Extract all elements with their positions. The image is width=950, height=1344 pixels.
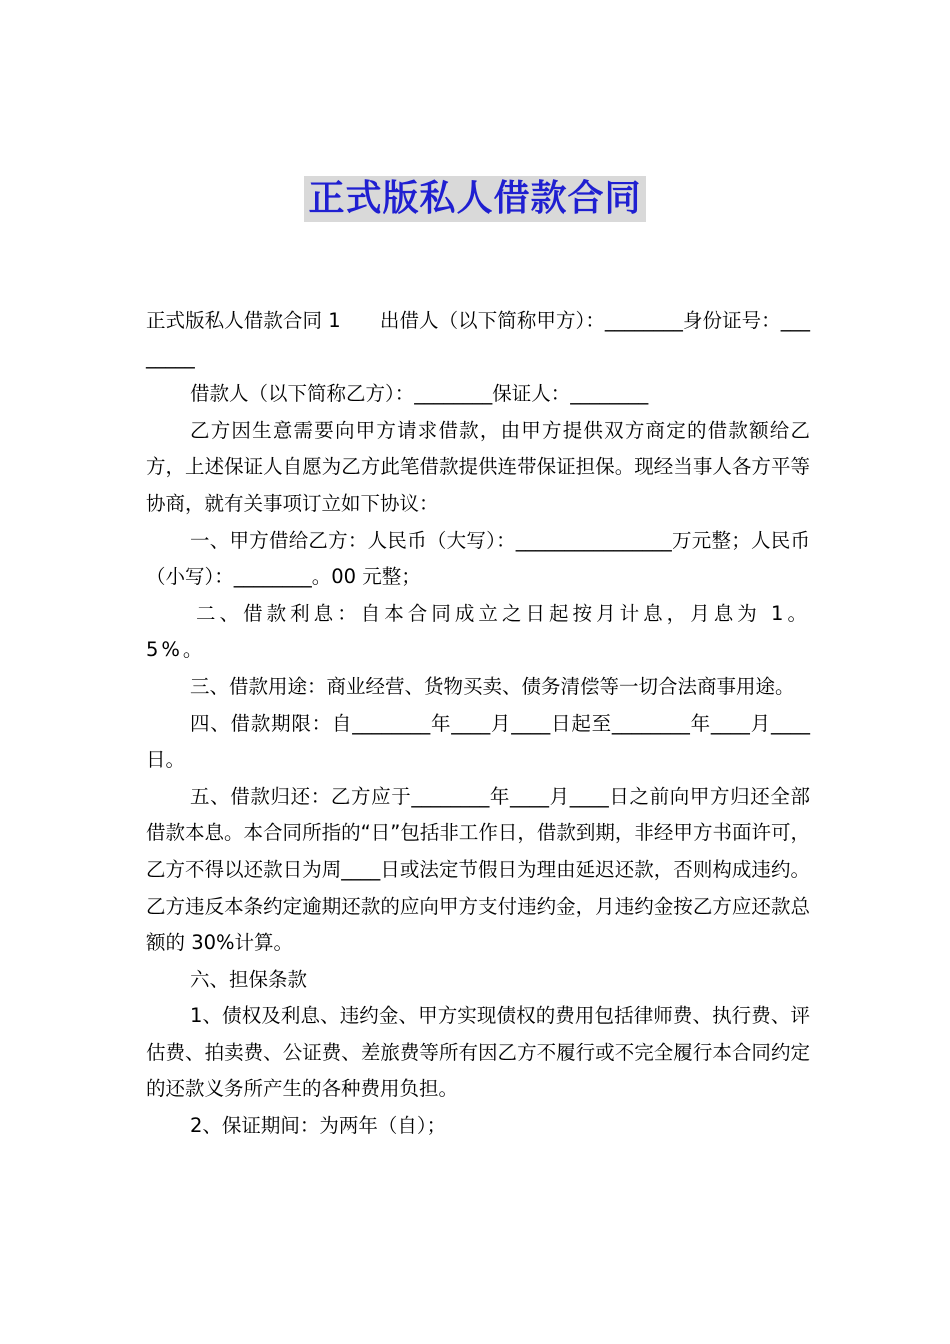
- document-title: 正式版私人借款合同: [304, 176, 645, 222]
- paragraph-borrower: 借款人（以下简称乙方）：________保证人：________: [190, 382, 649, 406]
- title-container: [0, 176, 950, 222]
- paragraph-guarantee-item-1: 1、债权及利息、违约金、甲方实现债权的费用包括律师费、执行费、评估费、拍卖费、公证费、差旅费等所有因乙方不履行或不完全履行本合同约定的还款义务所产生的各种费用负担。: [146, 1004, 810, 1101]
- paragraph-clause-purpose: 三、借款用途：商业经营、货物买卖、债务清偿等一切合法商事用途。: [190, 674, 795, 698]
- paragraph-guarantee-item-2: 2、保证期间：为两年（自）；: [190, 1114, 447, 1138]
- paragraph-clause-repayment: 五、借款归还：乙方应于________年____月____日之前向甲方归还全部借款本息。本合同所指的“日”包括非工作日，借款到期，非经甲方书面许可，乙方不得以还款日为周____日或法定节假日为理由延迟还款，否则构成违约。乙方违反本条约定逾期还款的应向甲方支付违约金，月违约金按乙方应还款总额的 30%计算。: [146, 784, 810, 955]
- paragraph-clause-term: 四、借款期限：自________年____月____日起至________年____月____日。: [146, 711, 810, 772]
- paragraph-clause-amount: 一、甲方借给乙方：人民币（大写）：________________万元整；人民币（小写）：________。00 元整；: [146, 528, 810, 589]
- paragraph-clause-interest: 二、借款利息：自本合同成立之日起按月计息，月息为 1。5%。: [146, 601, 810, 662]
- paragraph-preamble: 乙方因生意需要向甲方请求借款，由甲方提供双方商定的借款额给乙方，上述保证人自愿为乙方此笔借款提供连带保证担保。现经当事人各方平等协商，就有关事项订立如下协议：: [146, 418, 810, 515]
- paragraph-clause-guarantee-heading: 六、担保条款: [190, 967, 308, 991]
- paragraph-parties: 正式版私人借款合同 1 出借人（以下简称甲方）：________身份证号：________: [146, 309, 810, 369]
- document-body: [146, 303, 810, 1145]
